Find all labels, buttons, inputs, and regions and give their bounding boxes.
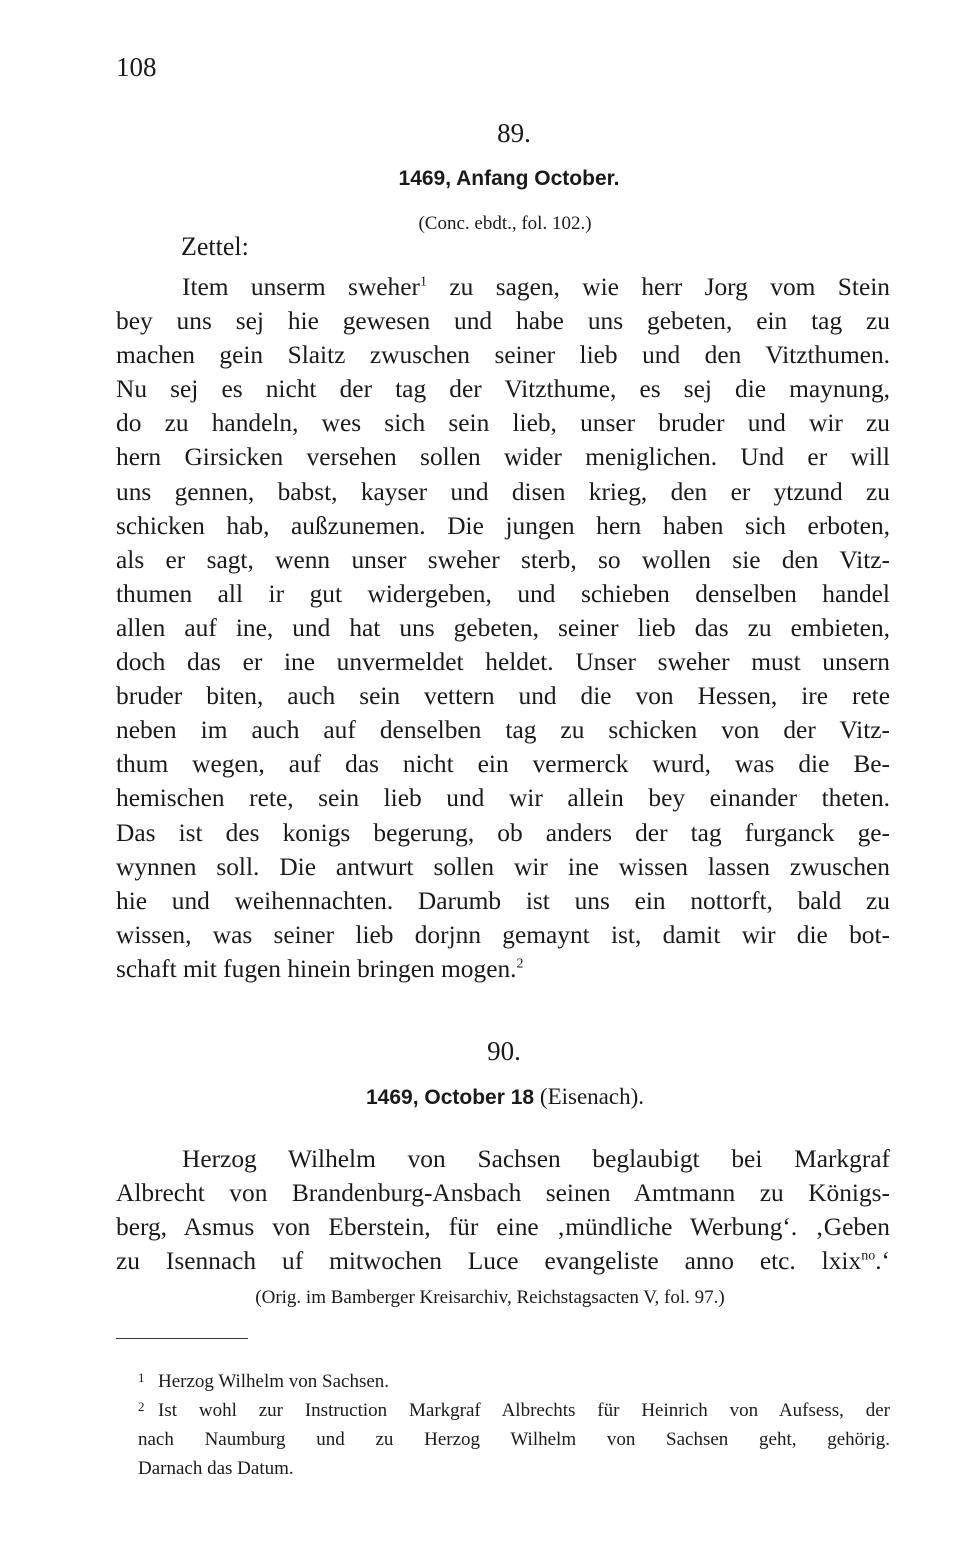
footnote-ref-1: 1 xyxy=(419,274,427,290)
date-heading-89: 1469, Anfang October. xyxy=(398,167,620,190)
text-fragment: zu sagen, wie herr Jorg vom Stein xyxy=(426,273,890,301)
text-line: Albrecht von Brandenburg-Ansbach seinen Amtmann zu Königs- xyxy=(116,1179,890,1207)
text-line: hemischen rete, sein lieb und wir allein bey einander theten. xyxy=(116,784,890,813)
text-fragment: .‘ xyxy=(875,1247,890,1275)
entry-90-body xyxy=(116,1142,890,1278)
text-line: berg, Asmus von Eberstein, für eine ‚mündliche Werbung‘. ‚Geben xyxy=(116,1213,890,1241)
footnote-1 xyxy=(138,1367,890,1396)
text-line: thumen all ir gut widergeben, und schieben denselben handel xyxy=(116,579,890,608)
footnote-rule xyxy=(116,1338,248,1339)
text-line: hie und weihennachten. Darumb ist uns ein nottorft, bald zu xyxy=(116,886,890,915)
text-line: schicken hab, außzunemen. Die jungen hern haben sich erboten, xyxy=(116,511,890,540)
zettel-label: Zettel: xyxy=(181,232,249,261)
text-fragment: Item unserm sweher xyxy=(182,273,420,301)
text-line: do zu handeln, wes sich sein lieb, unser bruder und wir zu xyxy=(116,409,890,438)
document-number-89: 89. xyxy=(497,118,531,148)
text-line: Das ist des konigs begerung, ob anders der tag furganck ge- xyxy=(116,818,890,847)
text-line: uns gennen, babst, kayser und disen krieg, den er ytzund zu xyxy=(116,477,890,506)
footnote-line: Herzog Wilhelm von Sachsen. xyxy=(158,1371,390,1392)
footnote-line: nach Naumburg und zu Herzog Wilhelm von Sachsen geht, gehörig. xyxy=(138,1429,890,1450)
page-number: 108 xyxy=(116,52,157,82)
text-line: thum wegen, auf das nicht ein vermerck wurd, was die Be- xyxy=(116,750,890,779)
text-line: Herzog Wilhelm von Sachsen beglaubigt bei Markgraf xyxy=(182,1145,890,1173)
footnote-mark: 1 xyxy=(138,1370,145,1385)
document-number-90: 90. xyxy=(487,1036,521,1066)
footnote-mark: 2 xyxy=(138,1399,145,1414)
entry-89-body xyxy=(116,270,890,986)
text-line: neben im auch auf denselben tag zu schicken von der Vitz- xyxy=(116,716,890,745)
source-note-90: (Orig. im Bamberger Kreisarchiv, Reichstagsacten V, fol. 97.) xyxy=(255,1287,725,1308)
text-line: wissen, was seiner lieb dorjnn gemaynt ist, damit wir die bot- xyxy=(116,920,890,949)
text-line: Nu sej es nicht der tag der Vitzthume, es sej die maynung, xyxy=(116,375,890,404)
text-line: hern Girsicken versehen sollen wider meniglichen. Und er will xyxy=(116,443,890,472)
footnotes xyxy=(138,1367,890,1483)
text-fragment: zu Isennach uf mitwochen Luce evangeliste anno etc. lxix xyxy=(116,1247,862,1275)
text-line xyxy=(116,270,890,304)
footnote-2 xyxy=(138,1396,890,1483)
text-line xyxy=(116,952,890,986)
superscript: no xyxy=(861,1248,876,1264)
date-heading-90-place: (Eisenach). xyxy=(539,1084,645,1109)
text-line: doch das er ine unvermeldet heldet. Unser sweher must unsern xyxy=(116,648,890,677)
footnote-line: Ist wohl zur Instruction Markgraf Albrechts für Heinrich von Aufsess, der xyxy=(158,1400,890,1421)
footnote-ref-2: 2 xyxy=(516,956,524,972)
text-line: bruder biten, auch sein vettern und die von Hessen, ire rete xyxy=(116,682,890,711)
text-line: machen gein Slaitz zwuschen seiner lieb und den Vitzthumen. xyxy=(116,341,890,370)
date-heading-90 xyxy=(0,1084,960,1110)
date-heading-90-date: 1469, October 18 xyxy=(365,1086,535,1109)
text-line: bey uns sej hie gewesen und habe uns gebeten, ein tag zu xyxy=(116,307,890,336)
text-line: als er sagt, wenn unser sweher sterb, so wollen sie den Vitz- xyxy=(116,545,890,574)
text-line xyxy=(116,1244,890,1278)
text-fragment: schaft mit fugen hinein bringen mogen. xyxy=(116,954,517,983)
text-line: wynnen soll. Die antwurt sollen wir ine wissen lassen zwuschen xyxy=(116,852,890,881)
source-note-89: (Conc. ebdt., fol. 102.) xyxy=(418,213,592,234)
footnote-line: Darnach das Datum. xyxy=(138,1458,294,1479)
text-line: allen auf ine, und hat uns gebeten, seiner lieb das zu embieten, xyxy=(116,613,890,642)
